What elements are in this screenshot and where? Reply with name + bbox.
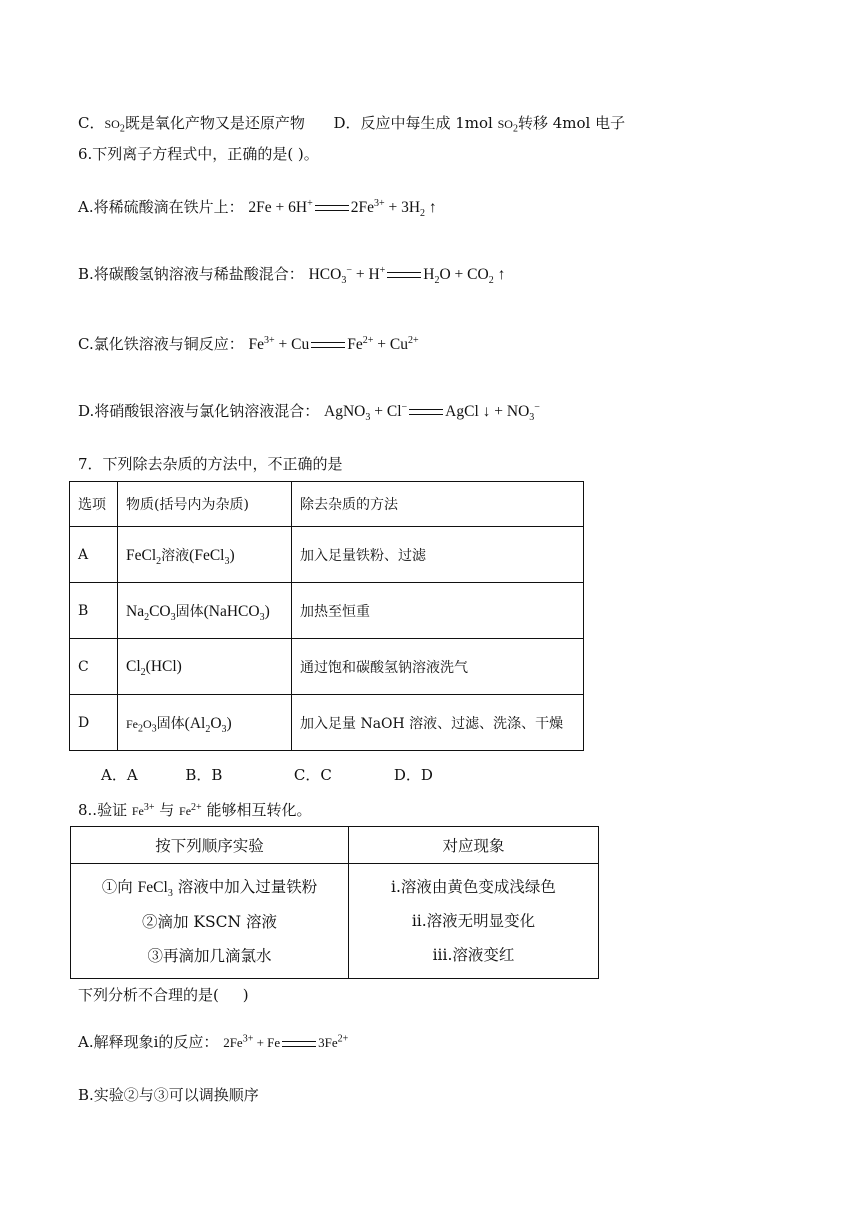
equation-b: $HCO_3^- + H^+$ $H_2O + CO_2$ ↑ <box>308 264 506 287</box>
equation-d: AgNO$_3$ + Cl− AgCl ↓ + $NO_3^-$ <box>324 401 540 424</box>
table-row: B $Na_2CO_3$固体(NaHCO$_3$) 加热至恒重 <box>70 583 584 639</box>
equation-q8a: $2Fe^{3+} + Fe$ $3Fe^{2+}$ <box>223 1033 349 1050</box>
q7-table <box>69 481 584 751</box>
q5-options-cd: C．$SO_2$既是氧化产物又是还原产物 D．反应中每生成 1mol $SO_2$转移 4mol 电子 <box>78 114 626 135</box>
q6-option-d: D.将硝酸银溶液与氯化钠溶液混合： AgNO$_3$ + Cl− AgCl ↓ + $NO_3^-$ <box>78 401 540 424</box>
table-header-row: 按下列顺序实验 对应现象 <box>71 827 599 864</box>
table-row <box>71 864 599 979</box>
q7-choices: A．A B．B C．C D．D <box>101 766 433 784</box>
step-1: ①向 FeCl$_3$ 溶液中加入过量铁粉 <box>101 877 318 899</box>
so2-formula: $SO_2$ <box>104 117 125 135</box>
table-row: C $Cl_2(HCl)$ 通过饱和碳酸氢钠溶液洗气 <box>70 639 584 695</box>
q8-option-b: B.实验②与③可以调换顺序 <box>78 1086 259 1104</box>
q6-option-c: C.氯化铁溶液与铜反应： $Fe^{3+} + Cu$ $Fe^{2+} + Cu^{2+}$ <box>78 334 419 353</box>
table-row: A FeCl$_2$溶液(FeCl$_3$) 加入足量铁粉、过滤 <box>70 527 584 583</box>
equation-a: 2Fe + 6H+ $2Fe^{3+} + 3H_2$ ↑ <box>248 197 437 220</box>
q8-table <box>70 826 599 979</box>
q6-option-b: B.将碳酸氢钠溶液与稀盐酸混合： $HCO_3^- + H^+$ $H_2O + CO_2$ ↑ <box>78 264 506 287</box>
observation-2: ii.溶液无明显变化 <box>411 912 536 930</box>
table-row: D $Fe_2O_3$固体$(Al_2O_3)$ 加入足量 NaOH 溶液、过滤、洗涤、干燥 <box>70 695 584 751</box>
q8-analysis-stem: 下列分析不合理的是( ) <box>78 986 249 1004</box>
table-header-row: 选项 物质(括号内为杂质) 除去杂质的方法 <box>70 482 584 527</box>
step-3: ③再滴加几滴氯水 <box>147 946 272 965</box>
q7-stem: 7．下列除去杂质的方法中，不正确的是 <box>78 455 343 473</box>
equation-c: $Fe^{3+} + Cu$ $Fe^{2+} + Cu^{2+}$ <box>248 334 419 353</box>
q8-option-a: A.解释现象i的反应： $2Fe^{3+} + Fe$ $3Fe^{2+}$ <box>78 1033 349 1051</box>
observation-3: iii.溶液变红 <box>432 946 515 964</box>
q6-option-a: A.将稀硫酸滴在铁片上： 2Fe + 6H+ $2Fe^{3+} + 3H_2$ ↑ <box>78 197 437 220</box>
step-2: ②滴加 KSCN 溶液 <box>142 912 277 931</box>
q6-stem: 6.下列离子方程式中，正确的是( )。 <box>78 145 319 163</box>
observation-1: i.溶液由黄色变成浅绿色 <box>391 878 556 896</box>
q8-stem: 8..验证 $Fe^{3+}$ 与 $Fe^{2+}$ 能够相互转化。 <box>78 801 312 819</box>
so2-formula: $SO_2$ <box>497 117 518 135</box>
